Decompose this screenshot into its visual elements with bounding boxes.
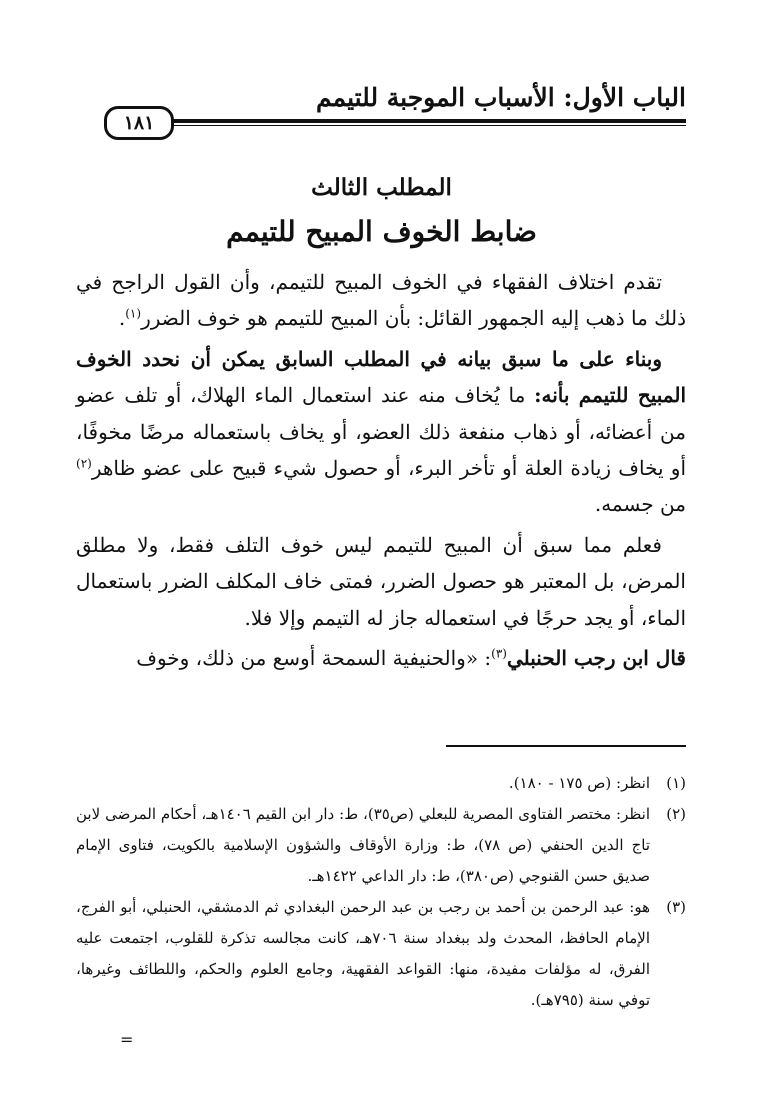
paragraph-2-lead: وبناء على ما سبق بيانه في المطلب السابق يمكن أن نحدد الخوف المبيح للتيمم بأنه: xyxy=(76,346,687,408)
footnote-text: انظر: مختصر الفتاوى المصرية للبعلي (ص٣٥)، ط: دار ابن القيم ١٤٠٦هـ، أحكام المرضى لابن تاج الدين الحنفي (ص ٧٨)، ط: وزارة الأوقاف والشؤون الإسلامية بالكويت، فتاوى الإمام صديق حسن القنوجي (ص٣٨٠)، ط: دار الداعي ١٤٢٢هـ. xyxy=(76,805,650,885)
footnote-2 xyxy=(76,799,686,892)
footnote-text: انظر: (ص ١٧٥ - ١٨٠). xyxy=(508,774,650,792)
paragraph-4-lead: قال ابن رجب الحنبلي xyxy=(506,646,686,671)
paragraph-2-end: من جسمه. xyxy=(594,492,686,517)
paragraph-2-text: ما يُخاف منه عند استعمال الماء الهلاك، أو تلف عضو من أعضائه، أو ذهاب منفعة ذلك العضو، أو يخاف باستعماله مرضًا مخوفًا، أو يخاف زيادة العلة أو تأخر البرء، أو حصول شيء قبيح على عضو ظاهر xyxy=(76,383,686,481)
footnote-ref-1: (١) xyxy=(125,306,142,321)
body-text xyxy=(76,264,686,680)
paragraph-4 xyxy=(76,640,686,676)
paragraph-4-text: : «والحنيفية السمحة أوسع من ذلك، وخوف xyxy=(136,646,492,671)
paragraph-1 xyxy=(76,264,686,337)
footnote-ref-3: (٣) xyxy=(491,646,507,661)
running-header: الباب الأول: الأسباب الموجبة للتيمم xyxy=(316,83,686,112)
paragraph-1-text: تقدم اختلاف الفقهاء في الخوف المبيح للتيمم، وأن القول الراجح في ذلك ما ذهب إليه الجمهور القائل: بأن المبيح للتيمم هو خوف الضرر xyxy=(76,270,686,331)
footnote-separator xyxy=(446,745,686,747)
footnote-number: (١) xyxy=(666,774,686,792)
section-label: المطلب الثالث xyxy=(311,174,452,201)
section-title: ضابط الخوف المبيح للتيمم xyxy=(226,215,537,248)
footnote-3 xyxy=(76,892,686,1016)
header-rule xyxy=(168,119,686,126)
footnote-text: هو: عبد الرحمن بن أحمد بن رجب بن عبد الرحمن البغدادي ثم الدمشقي، الحنبلي، أبو الفرج، الإمام الحافظ، المحدث ولد ببغداد سنة ٧٠٦هـ، كانت مجالسه تذكرة للقلوب، اجتمعت عليه الفرق، له مؤلفات مفيدة، منها: القواعد الفقهية، وجامع العلوم والحكم، واللطائف وغيرها، توفي سنة (٧٩٥هـ). xyxy=(76,898,650,1009)
footnote-ref-2: (٢) xyxy=(76,456,92,471)
paragraph-1-end: . xyxy=(118,306,126,331)
footnote-number: (٣) xyxy=(666,898,686,916)
paragraph-3 xyxy=(76,527,686,636)
page-number: ١٨١ xyxy=(104,106,174,140)
paragraph-2 xyxy=(76,341,686,523)
footnote-1 xyxy=(76,768,686,799)
footnote-number: (٢) xyxy=(666,805,686,823)
footnotes xyxy=(76,768,686,1016)
continuation-mark: = xyxy=(120,1030,134,1049)
paragraph-3-text: فعلم مما سبق أن المبيح للتيمم ليس خوف التلف فقط، ولا مطلق المرض، بل المعتبر هو حصول الضرر، فمتى خاف المكلف الضرر باستعمال الماء، أو يجد حرجًا في استعماله جاز له التيمم وإلا فلا. xyxy=(76,532,686,630)
